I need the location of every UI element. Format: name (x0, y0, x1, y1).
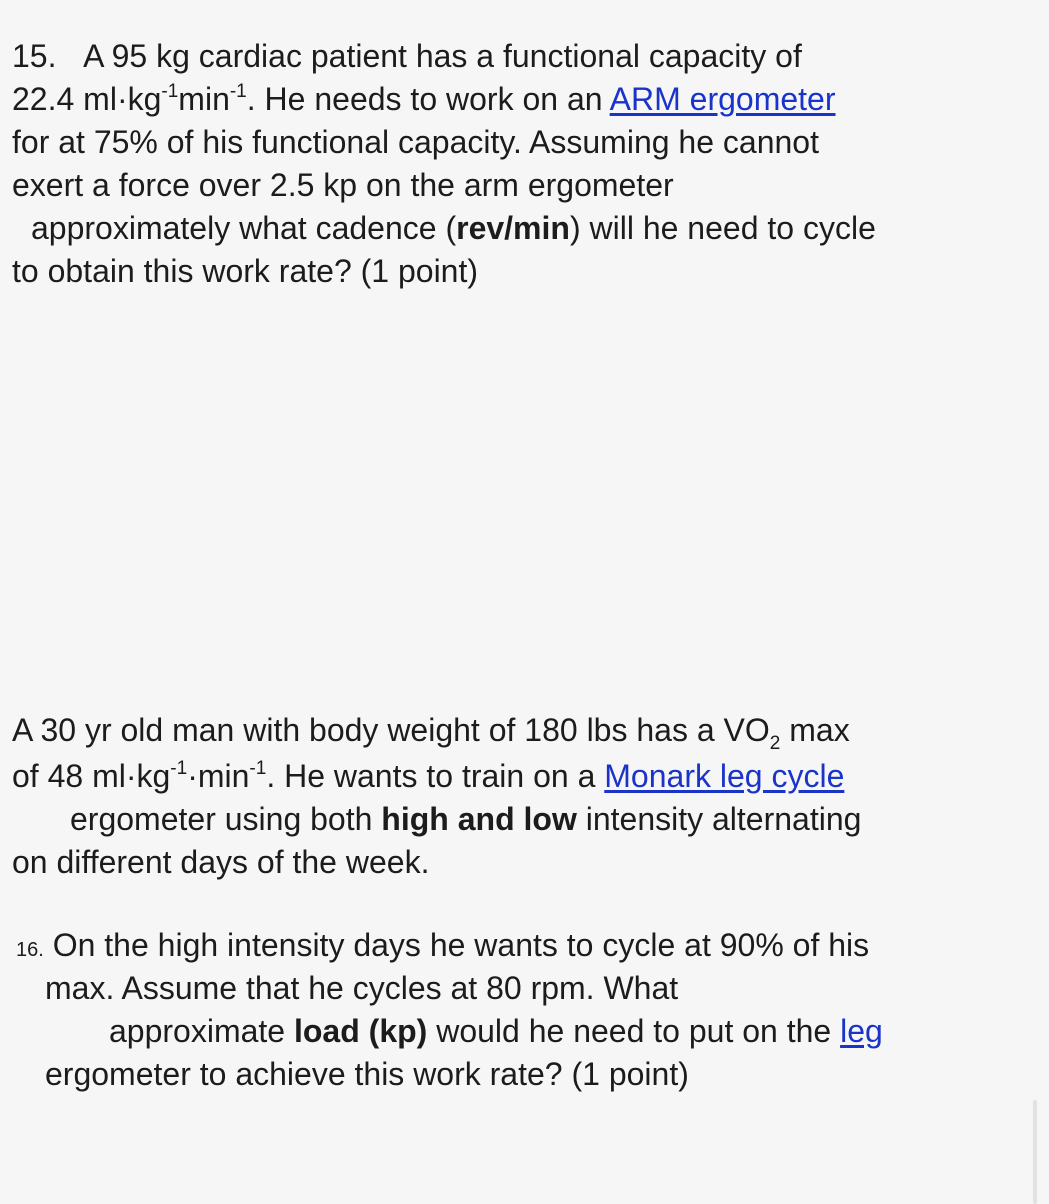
superscript: -1 (229, 81, 247, 102)
question-16-bold-unit: load (kp) (293, 1013, 428, 1049)
intro-bold-text: high and low (381, 801, 577, 837)
monark-leg-cycle-link[interactable]: Monark leg cycle (604, 758, 845, 794)
question-16-line-3 (109, 1015, 883, 1047)
question-16-number: 16. (16, 939, 44, 961)
intro-text-1b: max (780, 712, 850, 748)
question-16-line-1 (16, 929, 869, 961)
intro-text-3a: ergometer using both (70, 801, 382, 837)
question-15-line-4: exert a force over 2.5 kp on the arm ergometer (12, 167, 674, 203)
question-15-line-3: for at 75% of his functional capacity. Assuming he cannot (12, 124, 819, 160)
intro-line-2 (12, 760, 844, 792)
question-15-text-2c: . He needs to work on an (246, 81, 610, 117)
superscript: -1 (170, 758, 188, 779)
question-15-text-1: A 95 kg cardiac patient has a functional capacity of (83, 38, 802, 74)
question-16-text-3b: would he need to put on the (427, 1013, 841, 1049)
intro-text-1a: A 30 yr old man with body weight of 180 lbs has a VO (12, 712, 770, 748)
intro-line-4: on different days of the week. (12, 844, 430, 880)
arm-ergometer-link[interactable]: ARM ergometer (609, 81, 836, 117)
question-15-line-5 (31, 212, 876, 244)
question-15-line-1 (12, 40, 802, 72)
intro-text-2a: of 48 ml·kg (12, 758, 171, 794)
question-15-text-2a: 22.4 ml·kg (12, 81, 162, 117)
superscript: -1 (161, 81, 179, 102)
question-16-line-2: max. Assume that he cycles at 80 rpm. What (45, 970, 679, 1006)
question-15-bold-unit: rev/min (456, 210, 570, 246)
question-16-text-1: On the high intensity days he wants to cycle at 90% of his (52, 927, 870, 963)
superscript: -1 (249, 758, 267, 779)
intro-line-3 (70, 803, 861, 835)
question-15-text-5a: approximately what cadence ( (31, 210, 457, 246)
intro-text-3b: intensity alternating (576, 801, 862, 837)
question-16-line-4: ergometer to achieve this work rate? (1 point) (45, 1056, 689, 1092)
subscript: 2 (769, 733, 781, 754)
question-15-number: 15. (12, 38, 57, 74)
leg-link[interactable]: leg (840, 1013, 883, 1049)
question-16-text-3a: approximate (109, 1013, 294, 1049)
intro-line-1 (12, 712, 850, 754)
intro-text-2c: . He wants to train on a (266, 758, 605, 794)
scrollbar[interactable] (1033, 1100, 1037, 1204)
question-15-text-2b: min (178, 81, 230, 117)
question-15-text-5b: ) will he need to cycle (569, 210, 876, 246)
question-15-line-6: to obtain this work rate? (1 point) (12, 253, 479, 289)
intro-text-2b: ·min (187, 758, 250, 794)
question-15-line-2 (12, 83, 836, 115)
